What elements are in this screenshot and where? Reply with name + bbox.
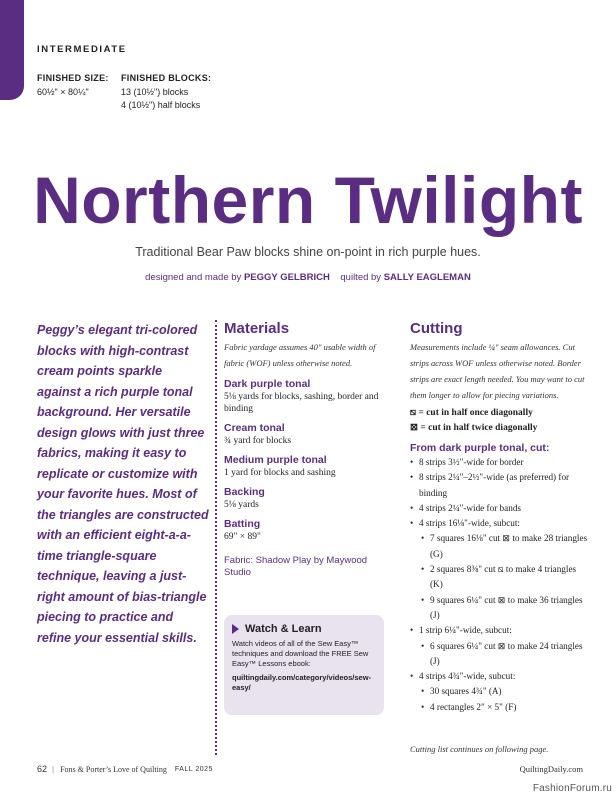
- page-footer: [37, 764, 583, 774]
- finished-blocks-line: 13 (10½") blocks: [121, 87, 189, 97]
- material-name: Backing: [224, 486, 265, 498]
- cut-subitem: • 30 squares 4¾" (A): [421, 684, 590, 699]
- finished-size-label: FINISHED SIZE:: [37, 73, 109, 83]
- cutting-note: Measurements include ¼" seam allowances. Cut strips across WOF unless otherwise noted. Border strips are exact length needed. You may want to cut them longer to allow for piecing variations.: [410, 342, 585, 400]
- side-tab: [0, 0, 24, 100]
- page-number: 62: [37, 764, 48, 774]
- materials-note: Fabric yardage assumes 40" usable width of fabric (WOF) unless otherwise noted.: [224, 342, 376, 368]
- material-desc: 5⅛ yards for blocks, sashing, border and binding: [224, 392, 379, 414]
- column-divider: [215, 320, 217, 755]
- watch-heading: [232, 623, 376, 635]
- intro-text: Peggy’s elegant tri-colored blocks with high-contrast cream points sparkle against a rich purple tonal background. Her versatile design glows with just three fabrics, making it easy to replicate or customize with your favorite hues. Most of the triangles are constructed with an efficient eight-a-a-time triangle-square technique, leaving a just-right amount of bias-triangle piecing to practice and refine your essential skills.: [37, 323, 209, 645]
- material-name: Medium purple tonal: [224, 454, 327, 466]
- materials-section: [224, 320, 396, 579]
- finished-blocks: [121, 72, 211, 112]
- footer-separator: |: [52, 764, 55, 774]
- skill-level: INTERMEDIATE: [37, 44, 127, 55]
- finished-blocks-line: 4 (10½") half blocks: [121, 100, 201, 110]
- watch-learn-box: [224, 615, 384, 715]
- cut-item: • 1 strip 6¼"-wide, subcut:: [410, 623, 590, 638]
- cut-subitem: • 7 squares 16⅛" cut ⊠ to make 28 triangles (G): [421, 531, 590, 562]
- material-desc: ¾ yard for blocks: [224, 436, 292, 446]
- quilted-prefix: quilted by: [340, 272, 382, 283]
- finished-size-value: 60½" × 80¼": [37, 87, 89, 97]
- cut-subitem: • 2 squares 8⅜" cut ⧅ to make 4 triangles (K): [421, 562, 590, 593]
- materials-heading: Materials: [224, 320, 290, 337]
- watermark: FashionForum.ru: [532, 783, 612, 794]
- material-name: Batting: [224, 518, 261, 530]
- page-title: Northern Twilight: [33, 163, 583, 237]
- cut-subitem: • 6 squares 6¼" cut ⊠ to make 24 triangles (J): [421, 639, 590, 670]
- continued-note: Cutting list continues on following page.: [410, 744, 549, 754]
- cutting-heading: Cutting: [410, 320, 463, 337]
- cut-subitem: • 9 squares 6¼" cut ⊠ to make 36 triangles (J): [421, 593, 590, 624]
- subtitle: Traditional Bear Paw blocks shine on-point in rich purple hues.: [135, 245, 481, 259]
- cutting-list: [410, 455, 590, 715]
- material-desc: 5⅛ yards: [224, 500, 259, 510]
- finished-blocks-label: FINISHED BLOCKS:: [121, 73, 212, 83]
- cut-item: • 4 strips 16⅛"-wide, subcut:: [410, 516, 590, 531]
- material-desc: 69" × 89": [224, 532, 261, 542]
- cutting-subheading: From dark purple tonal, cut:: [410, 442, 550, 454]
- cut-item: • 4 strips 4¾"-wide, subcut:: [410, 669, 590, 684]
- magazine-name: Fons & Porter’s Love of Quilting: [60, 764, 167, 774]
- material-name: Cream tonal: [224, 422, 285, 434]
- designed-prefix: designed and made by: [145, 272, 242, 283]
- watch-link[interactable]: quiltingdaily.com/category/videos/sew-easy/: [232, 673, 372, 692]
- designer-name: PEGGY GELBRICH: [243, 272, 330, 283]
- material-desc: 1 yard for blocks and sashing: [224, 468, 336, 478]
- watch-heading-text: Watch & Learn: [245, 623, 322, 635]
- key-cut-once: ⧅ = cut in half once diagonally: [410, 408, 533, 418]
- key-cut-twice: ⊠ = cut in half twice diagonally: [410, 423, 538, 433]
- site-url[interactable]: QuiltingDaily.com: [519, 764, 583, 774]
- cut-item: • 4 strips 2¼"-wide for bands: [410, 501, 590, 516]
- material-name: Dark purple tonal: [224, 378, 311, 390]
- issue-label: FALL 2025: [174, 765, 213, 773]
- cut-item: • 8 strips 2¼"–2½"-wide (as preferred) for binding: [410, 470, 590, 501]
- fabric-credit: Fabric: Shadow Play by Maywood Studio: [224, 555, 368, 578]
- cut-item: • 8 strips 3½"-wide for border: [410, 455, 590, 470]
- credits: [0, 272, 616, 283]
- watch-text: Watch videos of all of the Sew Easy™ techniques and download the FREE Sew Easy™ Lessons ebook:: [232, 639, 369, 668]
- quilter-name: SALLY EAGLEMAN: [383, 272, 471, 283]
- cut-subitem: • 4 rectangles 2" × 5" (F): [421, 700, 590, 715]
- cutting-section: [410, 320, 590, 715]
- finished-size: [37, 72, 109, 99]
- play-icon: [232, 624, 239, 634]
